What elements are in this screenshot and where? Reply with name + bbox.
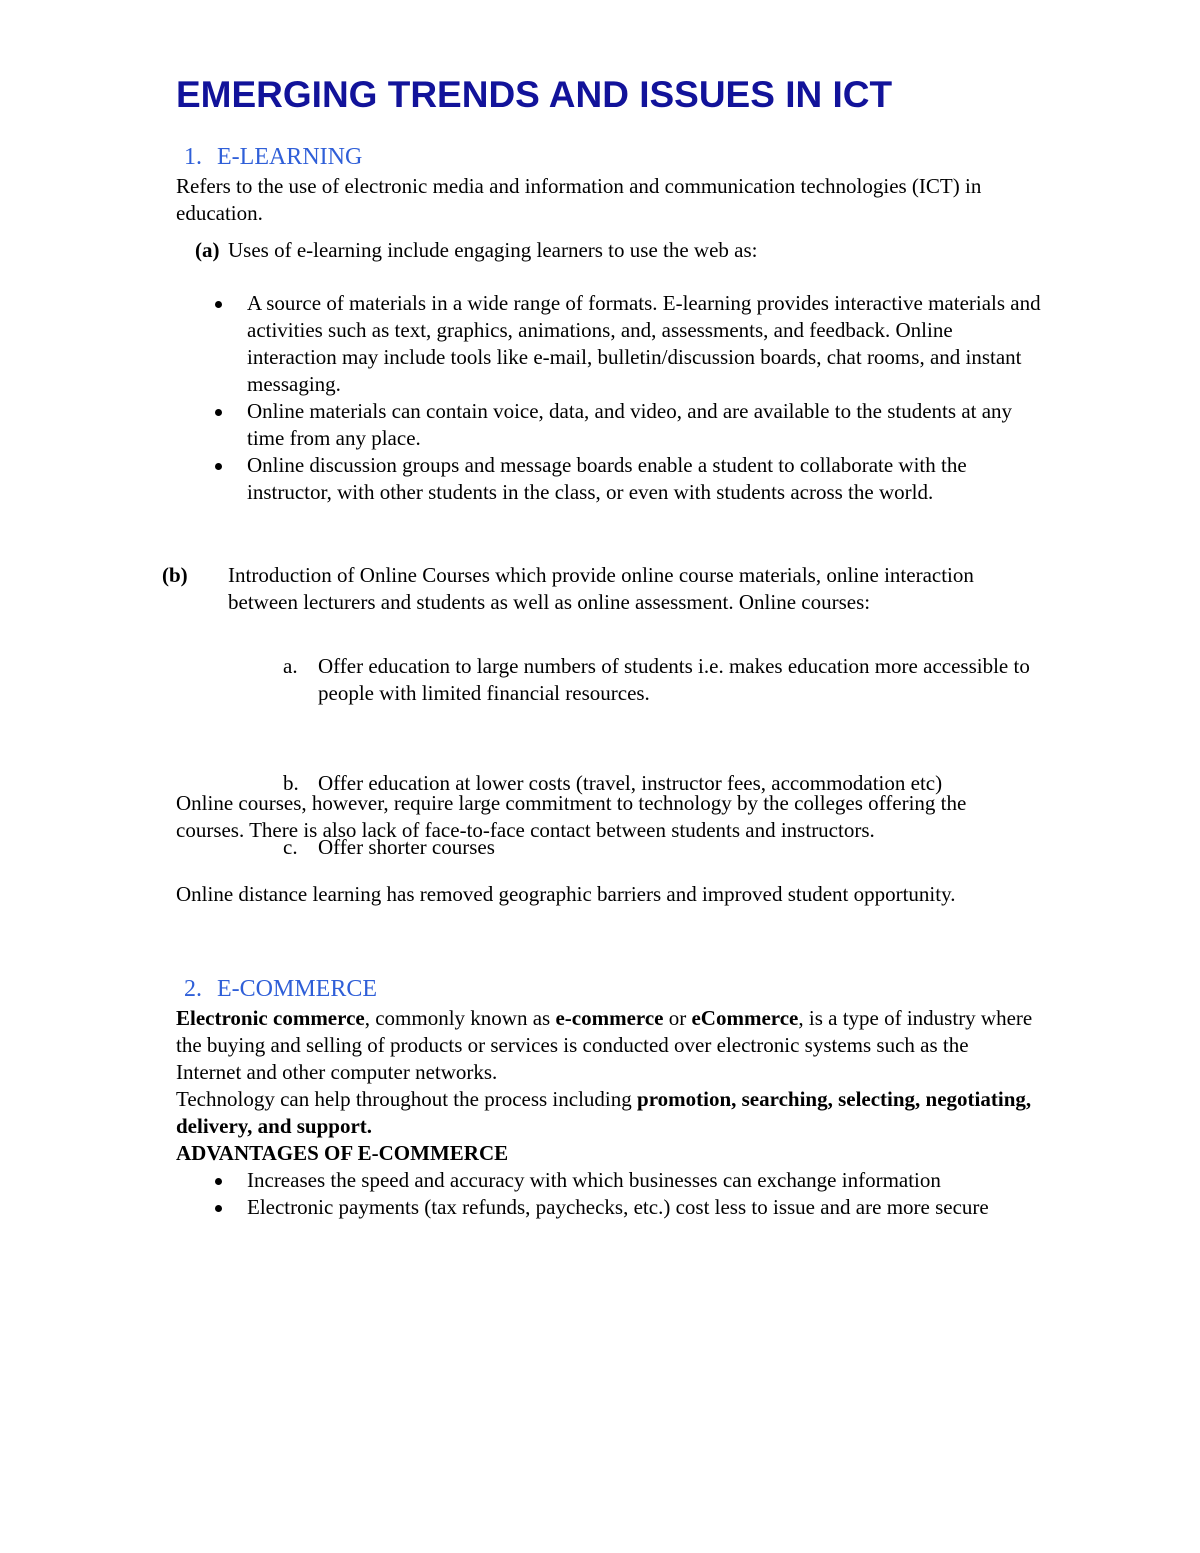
section-title: E-COMMERCE [217,976,378,1002]
bullet-icon [215,301,222,308]
subsection-a [195,237,1015,264]
section-intro: Refers to the use of electronic media and information and communication technologies (ICT) in education. [176,174,982,225]
term-electronic-commerce: Electronic commerce [176,1006,365,1030]
bullet-icon [215,463,222,470]
list-item-text: Offer shorter courses [318,835,495,859]
subsection-label: (b) [162,563,188,587]
list-item-text: A source of materials in a wide range of formats. E-learning provides interactive materials and activities such as text, graphics, animations, and, assessments, and feedback. Online interaction may include tools like e-mail, bulletin/discussion boards, chat rooms, and instant messaging. [247,291,1041,396]
list-item [247,452,1047,506]
subsection-text: Introduction of Online Courses which provide online course materials, online interaction between lecturers and students as well as online assessment. Online courses: [228,563,974,614]
definition-text: , is a type of industry where the buying and selling of products or services is conducted over electronic systems such as the Internet and other computer networks. [176,1006,1033,1084]
definition-text: or [663,1006,692,1030]
term-ecommerce: eCommerce [691,1006,799,1030]
technology-bold-text: promotion, searching, selecting, negotiating, delivery, and support. [176,1087,1032,1138]
list-item [247,1194,1047,1221]
advantages-bullet-list [247,1167,1047,1221]
subsection-b [162,562,1028,616]
list-item [247,1167,1047,1194]
list-item-text: Online materials can contain voice, data, and video, and are available to the students at any time from any place. [247,399,1013,450]
bullet-icon [215,409,222,416]
list-item-text: Offer education to large numbers of students i.e. makes education more accessible to people with limited financial resources. [318,654,1030,705]
list-item [247,398,1047,452]
section-title: E-LEARNING [217,144,363,170]
bullet-icon [215,1205,222,1212]
technology-paragraph [176,1086,1036,1140]
list-item-text: Offer education at lower costs (travel, instructor fees, accommodation etc) [318,771,943,795]
term-e-commerce: e-commerce [555,1006,664,1030]
list-marker: b. [283,771,299,795]
advantages-heading: ADVANTAGES OF E-COMMERCE [176,1141,509,1165]
list-item [247,290,1047,398]
section-number: 2. [184,976,202,1002]
section-heading-e-commerce [184,975,377,1003]
definition-text: , commonly known as [364,1006,556,1030]
closing-paragraph: Online distance learning has removed geographic barriers and improved student opportunity. [176,882,956,906]
list-marker: a. [283,654,298,678]
e-commerce-definition [176,1005,1036,1086]
list-item [283,653,1038,707]
list-item-text: Increases the speed and accuracy with which businesses can exchange information [247,1168,941,1192]
subsection-text: Uses of e-learning include engaging learners to use the web as: [228,238,758,262]
list-item-text: Electronic payments (tax refunds, paychecks, etc.) cost less to issue and are more secure [247,1195,989,1219]
section-number: 1. [184,144,202,170]
list-item-text: Online discussion groups and message boards enable a student to collaborate with the instructor, with other students in the class, or even with students across the world. [247,453,967,504]
document-title: EMERGING TRENDS AND ISSUES IN ICT [176,74,893,115]
bullet-icon [215,1178,222,1185]
e-learning-bullet-list [247,290,1047,506]
subsection-label: (a) [195,238,220,262]
technology-text: Technology can help throughout the process including [176,1087,638,1111]
section-heading-e-learning [184,143,362,171]
list-marker: c. [283,835,298,859]
closing-paragraph: Online courses, however, require large commitment to technology by the colleges offering the courses. There is also lack of face-to-face contact between students and instructors. [176,791,967,842]
